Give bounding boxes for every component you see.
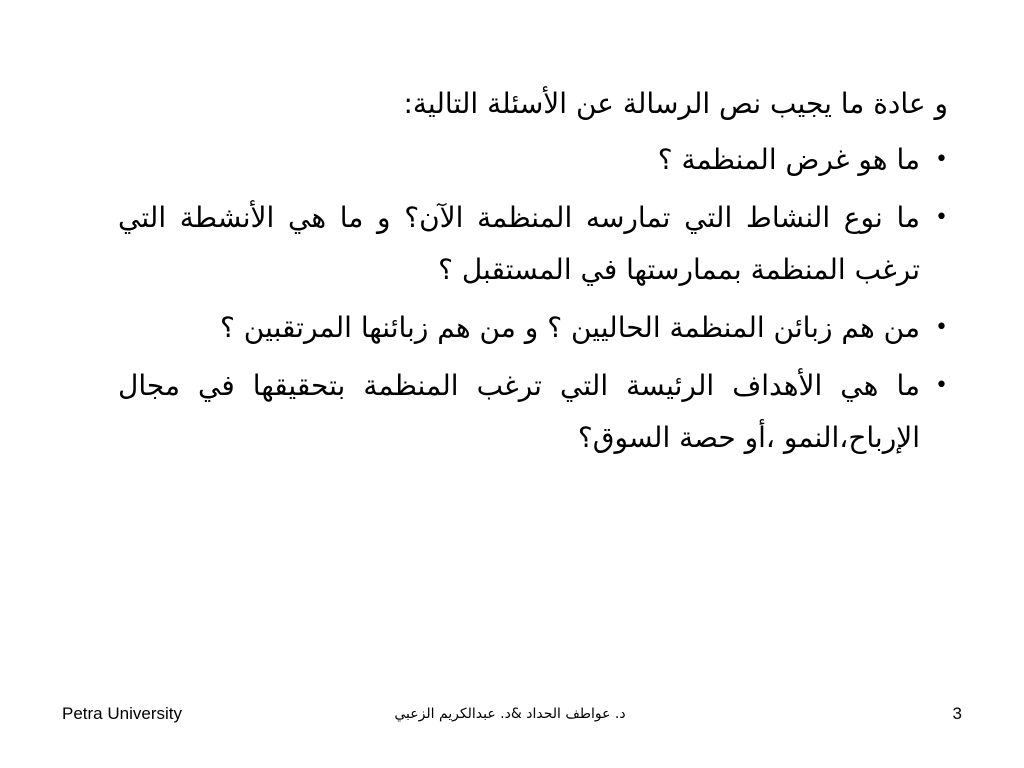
bullet-icon: • — [935, 205, 948, 230]
bullet-list — [118, 134, 948, 464]
bullet-text: ما هو غرض المنظمة ؟ — [657, 143, 920, 176]
slide-footer — [0, 704, 1024, 732]
bullet-text: ما هي الأهداف الرئيسة التي ترغب المنظمة بتحقيقها في مجال الإرباح،النمو ،أو حصة السوق؟ — [118, 369, 920, 454]
bullet-item — [118, 360, 948, 464]
intro-text: و عادة ما يجيب نص الرسالة عن الأسئلة التالية: — [403, 87, 948, 120]
bullet-text: ما نوع النشاط التي تمارسه المنظمة الآن؟ و ما هي الأنشطة التي ترغب المنظمة بممارستها في المستقبل ؟ — [118, 201, 920, 286]
bullet-item — [118, 192, 948, 296]
bullet-text: من هم زبائن المنظمة الحاليين ؟ و من هم زبائنها المرتقبين ؟ — [220, 311, 920, 344]
bullet-icon: • — [935, 315, 948, 340]
footer-university: Petra University — [62, 704, 182, 723]
footer-authors: د. عواطف الحداد &د. عبدالكريم الزعبي — [394, 706, 626, 722]
page-number: 3 — [952, 704, 962, 723]
bullet-icon: • — [935, 373, 948, 398]
slide-content — [118, 78, 948, 470]
bullet-item — [118, 134, 948, 186]
bullet-item — [118, 302, 948, 354]
bullet-icon: • — [935, 147, 948, 172]
